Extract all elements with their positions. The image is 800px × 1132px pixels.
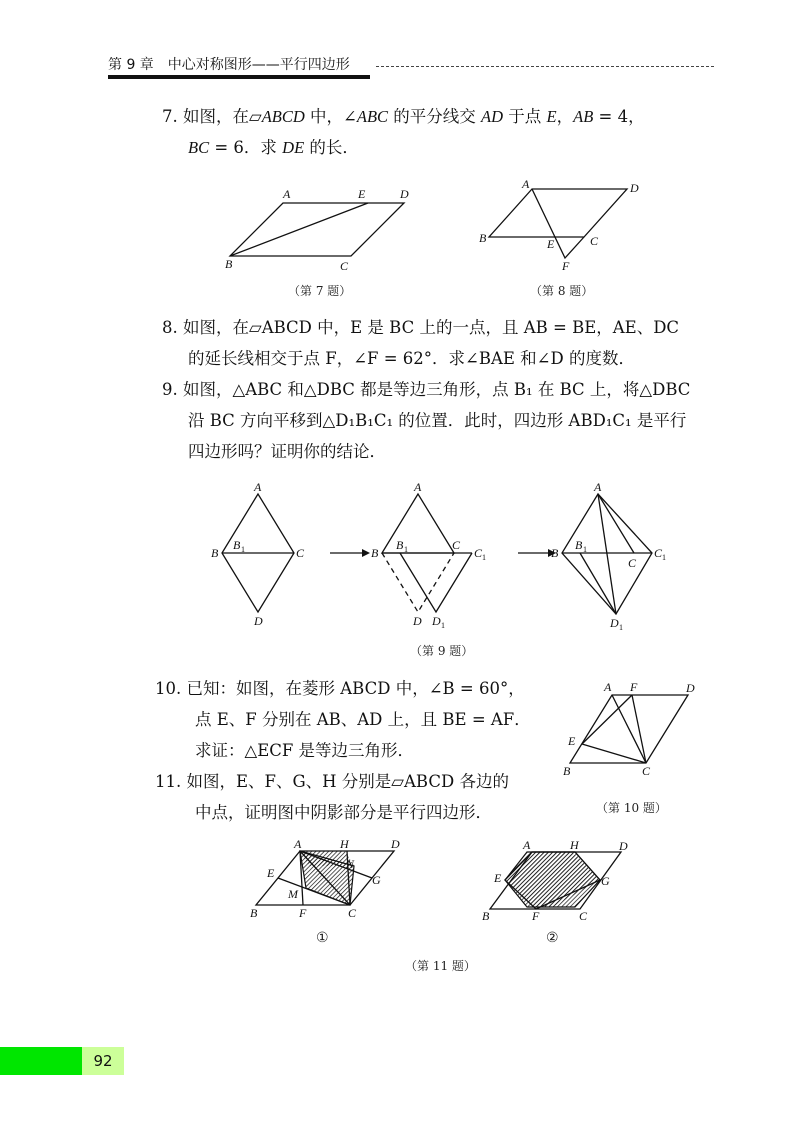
page-number: 92 — [82, 1047, 124, 1075]
fig7-label-d: D — [400, 187, 409, 201]
fig11-2-label-h: H — [570, 838, 579, 852]
fig9-p1-label-b1: B — [233, 538, 241, 552]
fig9-p1-label-c: C — [296, 546, 305, 560]
fig9-p1-label-d: D — [254, 614, 263, 628]
chapter-header: 第 9 章 中心对称图形——平行四边形 — [108, 57, 350, 73]
fig11-1-label-d: D — [391, 837, 400, 851]
fig11-2-label-e: E — [494, 871, 502, 885]
caption-fig11: （第 11 题） — [405, 959, 476, 973]
svg-text:1: 1 — [441, 621, 445, 630]
fig11-2-label-d: D — [619, 839, 628, 853]
fig11-1-label-g: G — [372, 873, 381, 887]
fig9-p2-label-b: B — [371, 546, 379, 560]
fig11-2-label-b: B — [482, 909, 490, 923]
fig7-label-e: E — [358, 187, 366, 201]
parallelogram-symbol: ▱ — [249, 107, 262, 126]
problem-9-line-1: 9. 如图，△ABC 和△DBC 都是等边三角形，点 B₁ 在 BC 上，将△DBC — [162, 380, 691, 399]
caption-fig7: （第 7 题） — [288, 284, 352, 298]
fig11-1-label-n: N — [346, 857, 355, 871]
caption-fig11-sub2: ② — [546, 930, 559, 946]
svg-text:1: 1 — [583, 545, 587, 554]
fig11-1-label-h: H — [340, 837, 349, 851]
fig7-label-c: C — [340, 259, 349, 273]
caption-fig9: （第 9 题） — [410, 644, 474, 658]
fig9-p2-label-d1: D — [432, 614, 441, 628]
fig8-label-b: B — [479, 231, 487, 245]
problem-11-line-1: 11. 如图，E、F、G、H 分别是▱ABCD 各边的 — [155, 772, 509, 791]
fig10-label-d: D — [686, 681, 695, 695]
fig8-label-f: F — [562, 259, 570, 273]
fig11-2-label-a: A — [523, 838, 531, 852]
problem-8-line-2: 的延长线相交于点 F，∠F = 62°．求∠BAE 和∠D 的度数． — [188, 349, 635, 368]
fig9-p3-label-c1: C — [654, 546, 663, 560]
problem-10-line-1: 10. 已知：如图，在菱形 ABCD 中，∠B = 60°， — [155, 679, 525, 698]
fig7-label-a: A — [283, 187, 291, 201]
problem-10-line-3: 求证：△ECF 是等边三角形． — [195, 741, 415, 760]
caption-fig11-sub1: ① — [316, 930, 329, 946]
svg-text:1: 1 — [662, 553, 666, 562]
fig10-label-e: E — [568, 734, 576, 748]
problem-11-line-2: 中点，证明图中阴影部分是平行四边形． — [195, 803, 492, 822]
fig8-label-c: C — [590, 234, 599, 248]
fig11-2-label-c: C — [579, 909, 588, 923]
fig11-1-label-m: M — [288, 887, 298, 901]
fig9-p1-label-b: B — [211, 546, 219, 560]
fig9-p3-label-d1: D — [610, 616, 619, 630]
problem-7-number: 7. — [162, 107, 178, 126]
fig8-label-d: D — [630, 181, 639, 195]
fig11-1-label-b: B — [250, 906, 258, 920]
fig10-label-b: B — [563, 764, 571, 778]
caption-fig10: （第 10 题） — [596, 801, 667, 815]
caption-fig8: （第 8 题） — [530, 284, 594, 298]
fig11-1-label-e: E — [267, 866, 275, 880]
fig9-p2-label-c: C — [452, 538, 461, 552]
fig9-p2-label-a: A — [414, 480, 422, 494]
problem-7-line-2: BC = 6．求 DE 的长． — [188, 138, 359, 157]
fig11-2-label-f: F — [532, 909, 540, 923]
fig9-p1-label-a: A — [254, 480, 262, 494]
svg-text:1: 1 — [619, 623, 623, 632]
svg-text:1: 1 — [404, 545, 408, 554]
fig11-1-label-a: A — [294, 837, 302, 851]
fig10-label-c: C — [642, 764, 651, 778]
fig9-p3-label-b1: B — [575, 538, 583, 552]
svg-text:1: 1 — [241, 545, 245, 554]
fig9-p3-label-b: B — [551, 546, 559, 560]
problem-8-line-1: 8. 如图，在▱ABCD 中，E 是 BC 上的一点，且 AB = BE，AE、DC — [162, 318, 680, 337]
svg-text:1: 1 — [482, 553, 486, 562]
fig9-p2-label-b1: B — [396, 538, 404, 552]
fig11-1-label-f: F — [299, 906, 307, 920]
fig7-label-b: B — [225, 257, 233, 271]
problem-10-line-2: 点 E、F 分别在 AB、AD 上，且 BE = AF． — [195, 710, 531, 729]
fig9-p2-label-d: D — [413, 614, 422, 628]
fig10-label-f: F — [630, 680, 638, 694]
fig9-p2-label-c1: C — [474, 546, 483, 560]
fig8-label-e: E — [547, 237, 555, 251]
fig9-p3-label-c: C — [628, 556, 637, 570]
fig11-1-label-c: C — [348, 906, 357, 920]
fig8-label-a: A — [522, 177, 530, 191]
problem-7-line-1: 7. 如图，在▱ABCD 中，∠ABC 的平分线交 AD 于点 E，AB = 4， — [162, 107, 645, 126]
fig10-label-a: A — [604, 680, 612, 694]
problem-9-line-2: 沿 BC 方向平移到△D₁B₁C₁ 的位置．此时，四边形 ABD₁C₁ 是平行 — [188, 411, 687, 430]
fig9-p3-label-a: A — [594, 480, 602, 494]
fig11-2-label-g: G — [601, 874, 610, 888]
problem-9-line-3: 四边形吗？证明你的结论． — [188, 442, 386, 461]
